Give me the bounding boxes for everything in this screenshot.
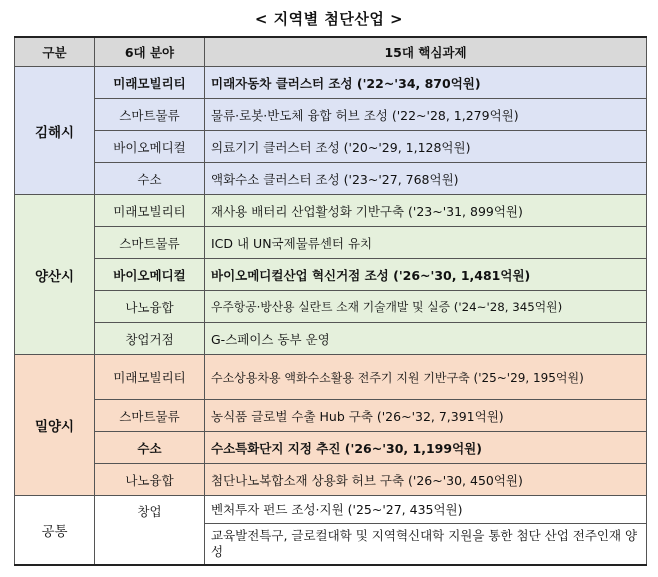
region-cell: 공통 (15, 496, 95, 566)
table-row (15, 400, 647, 432)
header-field: 6대 분야 (95, 37, 205, 67)
field-cell: 미래모빌리티 (95, 195, 205, 227)
task-cell: 물류·로봇·반도체 융합 허브 조성 ('22~'28, 1,279억원) (205, 99, 647, 131)
field-cell: 창업거점 (95, 323, 205, 355)
table-row (15, 163, 647, 195)
task-cell: 재사용 배터리 산업활성화 기반구축 ('23~'31, 899억원) (205, 195, 647, 227)
task-cell: 우주항공·방산용 실란트 소재 기술개발 및 실증 ('24~'28, 345억원) (205, 291, 647, 323)
field-cell: 바이오메디컬 (95, 131, 205, 163)
table-row (15, 131, 647, 163)
table-row (15, 323, 647, 355)
region-cell: 밀양시 (15, 355, 95, 496)
industry-table (14, 36, 647, 566)
task-cell: 의료기기 클러스터 조성 ('20~'29, 1,128억원) (205, 131, 647, 163)
task-cell: 미래자동차 클러스터 조성 ('22~'34, 870억원) (205, 67, 647, 99)
task-cell: ICD 내 UN국제물류센터 유치 (205, 227, 647, 259)
field-cell: 미래모빌리티 (95, 355, 205, 400)
header-category: 구분 (15, 37, 95, 67)
table-row (15, 291, 647, 323)
task-cell: 액화수소 클러스터 조성 ('23~'27, 768억원) (205, 163, 647, 195)
header-task: 15대 핵심과제 (205, 37, 647, 67)
field-cell: 창업 (95, 496, 205, 566)
field-cell: 나노융합 (95, 464, 205, 496)
task-cell: 수소상용차용 액화수소활용 전주기 지원 기반구축 ('25~'29, 195억원) (205, 355, 647, 400)
field-cell: 바이오메디컬 (95, 259, 205, 291)
field-cell: 수소 (95, 432, 205, 464)
table-row (15, 67, 647, 99)
table-row (15, 227, 647, 259)
table-row (15, 99, 647, 131)
field-cell: 미래모빌리티 (95, 67, 205, 99)
table-row (15, 432, 647, 464)
task-cell: 농식품 글로벌 수출 Hub 구축 ('26~'32, 7,391억원) (205, 400, 647, 432)
task-cell: 수소특화단지 지정 추진 ('26~'30, 1,199억원) (205, 432, 647, 464)
task-cell: 교육발전특구, 글로컬대학 및 지역혁신대학 지원을 통한 첨단 산업 전주인재 양성 (205, 524, 647, 566)
page-title: < 지역별 첨단산업 > (254, 10, 404, 28)
field-cell: 수소 (95, 163, 205, 195)
field-cell: 스마트물류 (95, 400, 205, 432)
table-row (15, 259, 647, 291)
task-cell: 벤처투자 펀드 조성·지원 ('25~'27, 435억원) (205, 496, 647, 524)
field-cell: 스마트물류 (95, 227, 205, 259)
table-row (15, 195, 647, 227)
table-row (15, 355, 647, 400)
table-row (15, 496, 647, 524)
field-cell: 나노융합 (95, 291, 205, 323)
task-cell: 첨단나노복합소재 상용화 허브 구축 ('26~'30, 450억원) (205, 464, 647, 496)
table-header-row (15, 37, 647, 67)
region-cell: 김해시 (15, 67, 95, 195)
region-cell: 양산시 (15, 195, 95, 355)
task-cell: G-스페이스 동부 운영 (205, 323, 647, 355)
task-cell: 바이오메디컬산업 혁신거점 조성 ('26~'30, 1,481억원) (205, 259, 647, 291)
field-cell: 스마트물류 (95, 99, 205, 131)
table-row (15, 464, 647, 496)
